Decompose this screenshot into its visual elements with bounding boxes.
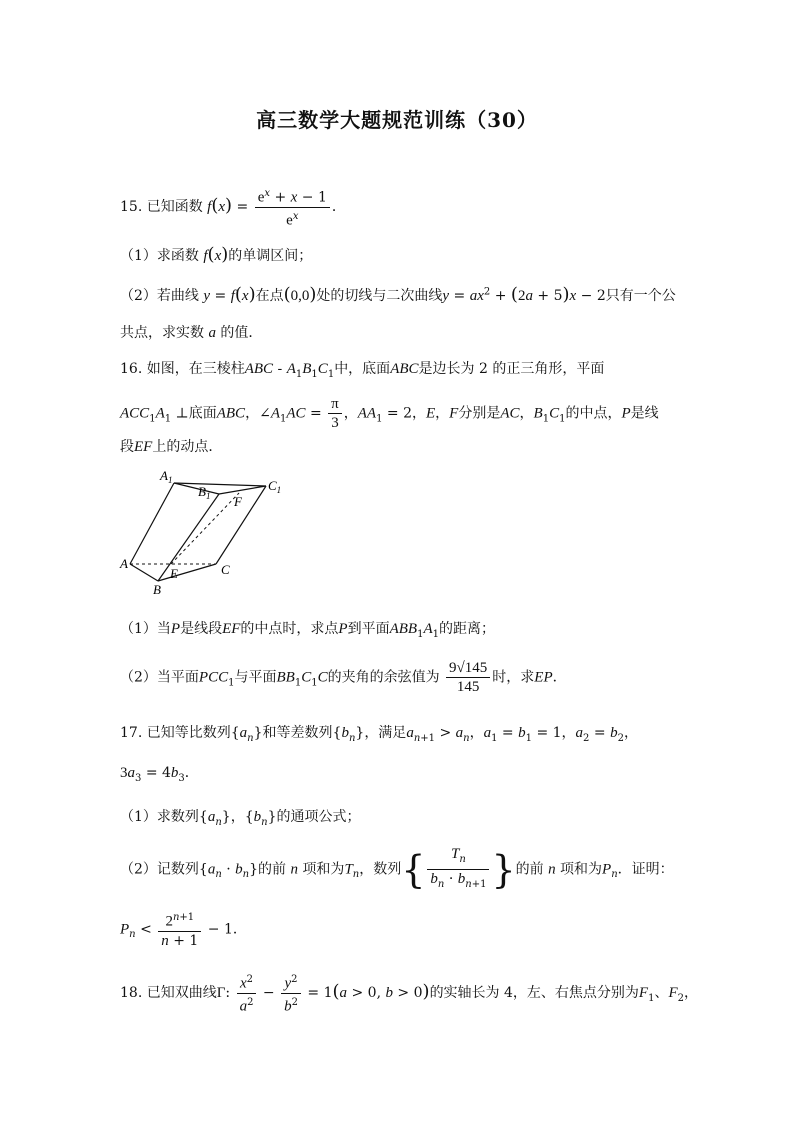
figure-label-a1: $A_1$ bbox=[160, 468, 173, 485]
fraction-cosine: $\frac{9√145}{145}$ bbox=[446, 660, 490, 695]
fraction-conclusion: $\frac{2^{n+1}}{n + 1}$ bbox=[158, 910, 201, 949]
problem-17-statement: 17. 已知等比数列$\{a_n\}$和等差数列$\{b_n\}$，满足$a_{n+1} > a_n$，$a_1 = b_1 = 1$，$a_2 = b_2$， bbox=[120, 725, 638, 744]
fraction-y2b2: $\frac{y^2}{b^2}$ bbox=[281, 972, 301, 1014]
fraction-angle: $\frac{\pi}{3}$ bbox=[328, 396, 342, 431]
page-title: 高三数学大题规范训练（30） bbox=[256, 108, 538, 132]
problem-15-part-1: （1）求函数 f(x)的单调区间； bbox=[120, 244, 313, 265]
problem-16-part-1: （1）当P是线段EF的中点时，求点P到平面$ABB_1A_1$的距离； bbox=[120, 621, 496, 640]
problem-16-statement: 16. 如图，在三棱柱ABC - $A_1B_1C_1$中，底面ABC是边长为 2 的正三角形，平面 bbox=[120, 361, 605, 380]
problem-17-conclusion: $P_n$ < $\frac{2^{n+1}}{n + 1}$ − 1． bbox=[120, 912, 247, 949]
figure-label-c1: $C_1$ bbox=[268, 478, 282, 495]
fraction-f: $\frac{e^x + x - 1}{e^x}$ bbox=[255, 186, 330, 228]
figure-label-f: F bbox=[234, 494, 242, 509]
problem-16-part-2: （2）当平面$PCC_1$与平面$BB_1C_1C$的夹角的余弦值为 $\frac{9√145}{145}$ 时，求EP． bbox=[120, 660, 567, 695]
figure-label-e: E bbox=[170, 566, 178, 581]
problem-15-part-2: （2）若曲线 y = f(x)在点(0,0)处的切线与二次曲线$y = ax^2 + (2a + 5)x - 2$只有一个公 bbox=[120, 284, 676, 305]
problem-17-part-1: （1）求数列$\{a_n\}$，$\{b_n\}$的通项公式； bbox=[120, 809, 361, 828]
fraction-tn: $\frac{T_n}{b_n \cdot b_{n+1}}$ bbox=[427, 846, 489, 893]
prism-figure bbox=[118, 466, 298, 600]
problem-15-statement: 15. 已知函数 f(x) = $\frac{e^x + x - 1}{e^x}$ ． bbox=[120, 188, 346, 229]
figure-label-b1: $B_1$ bbox=[198, 484, 211, 501]
problem-16-statement-line2: $ACC_1A_1$ ⊥底面ABC，$\angle A_1AC$ = $\frac{\pi}{3}$ ，$AA_1 = 2$，E，F分别是AC，$B_1C_1$的中点，P是线 bbox=[120, 396, 659, 431]
problem-17-statement-line2: $3a_3 = 4b_3$． bbox=[120, 765, 199, 784]
problem-16-statement-line3: 段EF上的动点． bbox=[120, 439, 223, 455]
fraction-x2a2: $\frac{x^2}{a^2}$ bbox=[237, 972, 257, 1014]
figure-label-b: B bbox=[153, 582, 161, 597]
figure-label-c: C bbox=[221, 562, 230, 577]
problem-17-part-2: （2）记数列$\{a_n \cdot b_n\}$的前 n 项和为$T_n$，数列{ $\frac{T_n}{b_n \cdot b_{n+1}}$ }的前 n 项和为$P_n$．证明： bbox=[120, 846, 674, 892]
figure-label-a: A bbox=[120, 556, 128, 571]
problem-18-statement: 18. 已知双曲线Γ: $\frac{x^2}{a^2}$ − $\frac{y^2}{b^2}$ = 1(a > 0, b > 0)的实轴长为 4，左、右焦点分别为$F_1$、$F_2$， bbox=[120, 974, 699, 1015]
problem-15-part-2-cont: 共点，求实数 a 的值． bbox=[120, 325, 263, 341]
